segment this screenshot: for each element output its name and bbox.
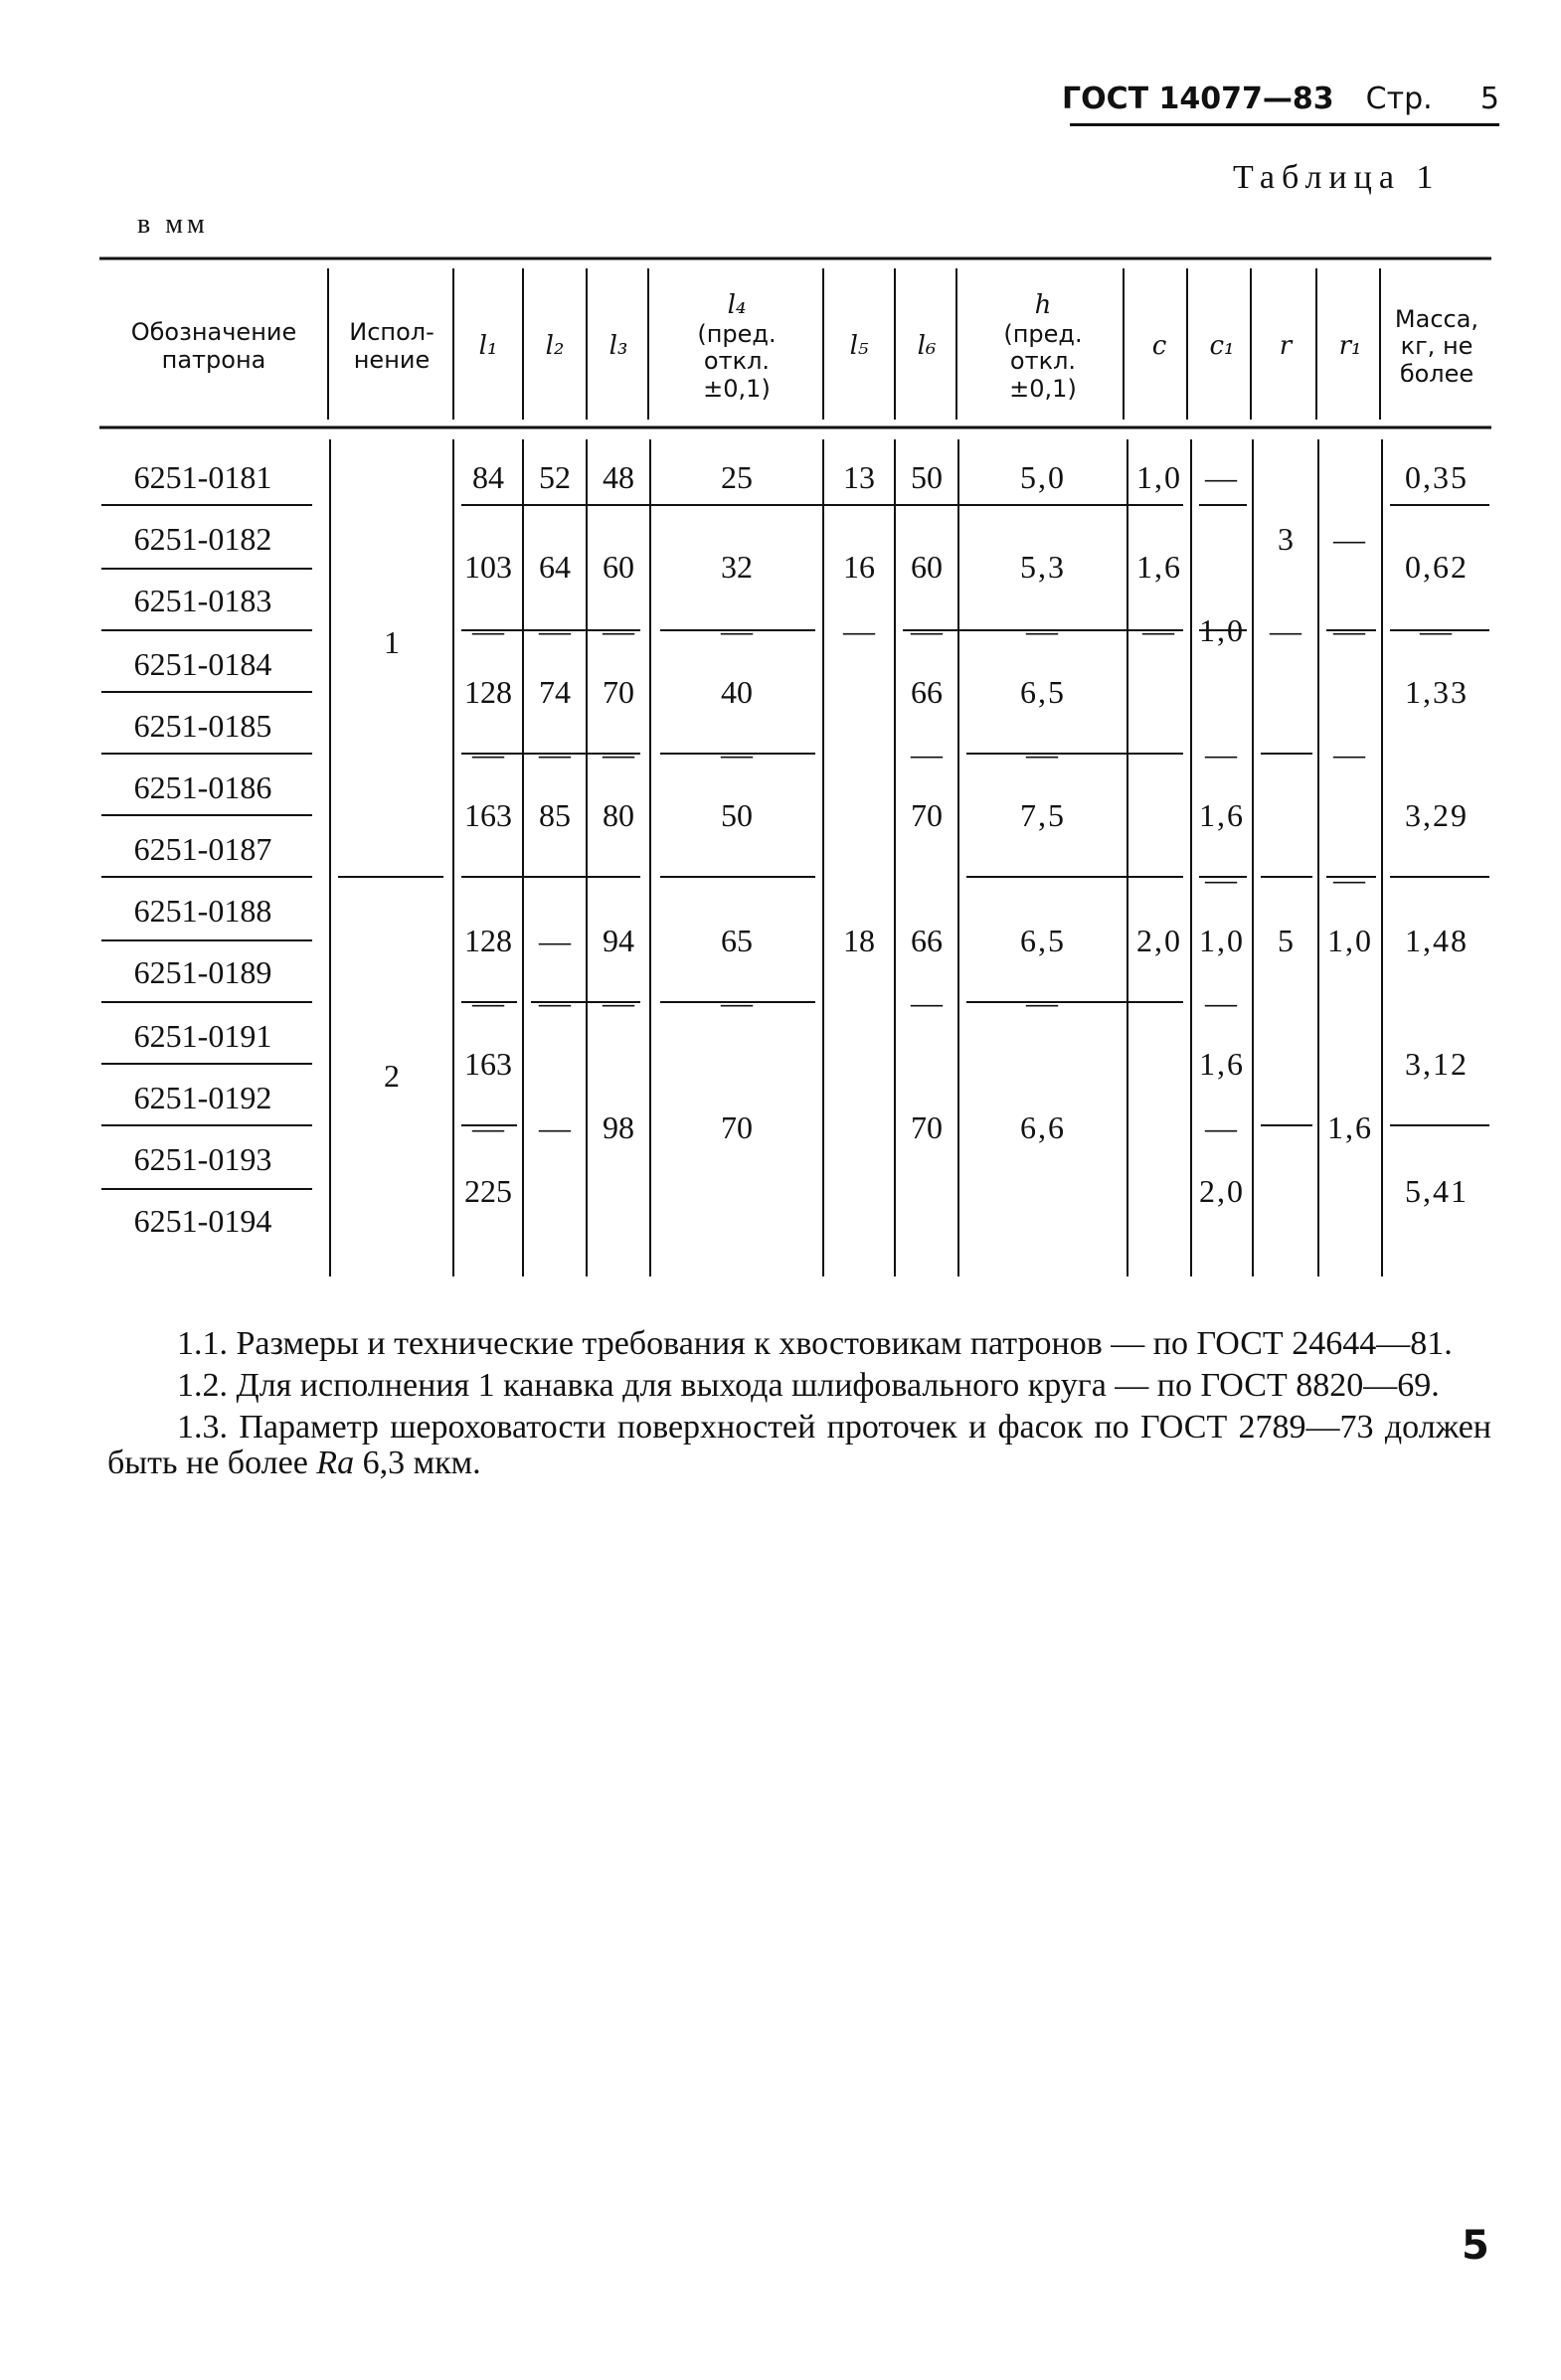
h-cell: 6,6 <box>1020 1109 1066 1145</box>
c1-cell: — <box>1205 861 1239 897</box>
l1-cell: — <box>472 736 504 771</box>
body-text <box>107 1326 1491 1487</box>
l4-cell: 32 <box>721 549 753 585</box>
col-header-l6 <box>895 274 958 420</box>
r1-cell: — <box>1333 521 1367 557</box>
mass-cell: 0,62 <box>1405 549 1469 585</box>
col-header-l2 <box>523 274 587 420</box>
paragraph-1-3-tail: 6,3 мкм. <box>354 1445 481 1481</box>
r1-cell: — <box>1333 736 1367 771</box>
h-cell: — <box>1026 612 1060 648</box>
mass-cell: 3,29 <box>1405 797 1469 833</box>
designation-cell: 6251-0187 <box>133 831 272 867</box>
l2-cell: — <box>539 984 571 1020</box>
h-cell: 5,3 <box>1020 549 1066 585</box>
l4-cell: 25 <box>721 459 753 495</box>
col-header-c1 <box>1191 274 1253 420</box>
col-header-c-text: c <box>1151 331 1167 362</box>
r1-cell: — <box>1333 861 1367 897</box>
designation-cell: 6251-0193 <box>133 1141 272 1177</box>
designation-cell: 6251-0184 <box>133 646 272 682</box>
roughness-symbol: Ra <box>316 1445 355 1481</box>
execution-1-cell: 1 <box>384 624 400 660</box>
designation-cell: 6251-0192 <box>133 1080 272 1115</box>
l3-cell: 48 <box>603 459 634 495</box>
h-cell: 6,5 <box>1020 923 1066 958</box>
page-number: 5 <box>1462 2223 1489 2269</box>
mass-cell: 0,35 <box>1405 459 1469 495</box>
l3-cell: 80 <box>603 797 634 833</box>
specification-table <box>99 255 1491 1278</box>
r1-cell: — <box>1333 612 1367 648</box>
designation-cell: 6251-0188 <box>133 893 272 929</box>
l1-cell: 163 <box>464 797 512 833</box>
header-page-number: 5 <box>1479 81 1499 116</box>
l3-cell: — <box>603 736 634 771</box>
designation-cell: 6251-0186 <box>133 769 272 805</box>
paragraph-1-3 <box>107 1410 1491 1481</box>
paragraph-1-3-text: 1.3. Параметр шероховатости поверхностей проточек и фасок по ГОСТ 2789—73 должен быть не более <box>107 1409 1491 1481</box>
designation-cell: 6251-0181 <box>133 459 272 495</box>
c1-cell: — <box>1205 459 1239 495</box>
c1-cell: — <box>1205 736 1239 771</box>
l1-cell: — <box>472 1109 504 1145</box>
designation-cell: 6251-0183 <box>133 583 272 618</box>
c1-cell: 1,6 <box>1199 1046 1245 1082</box>
l1-cell: 163 <box>464 1046 512 1082</box>
l4-cell: 50 <box>721 797 753 833</box>
execution-2-cell: 2 <box>384 1058 400 1094</box>
l1-cell: 84 <box>472 459 504 495</box>
l1-cell: 103 <box>464 549 512 585</box>
c1-cell: 1,0 <box>1199 612 1245 648</box>
l5-cell: — <box>843 612 875 648</box>
designation-cell: 6251-0191 <box>133 1018 272 1054</box>
paragraph-1-2: 1.2. Для исполнения 1 канавка для выхода шлифовального круга — по ГОСТ 8820—69. <box>177 1367 1440 1404</box>
l6-cell: 70 <box>911 1109 943 1145</box>
l2-cell: — <box>539 736 571 771</box>
l1-cell: 128 <box>464 923 512 958</box>
l5-cell: 13 <box>843 459 875 495</box>
col-header-designation <box>105 274 322 420</box>
l4-cell: 40 <box>721 674 753 710</box>
col-header-mass <box>1382 274 1491 420</box>
l3-cell: 98 <box>603 1109 634 1145</box>
r-cell: — <box>1270 612 1301 648</box>
h-cell: 5,0 <box>1020 459 1066 495</box>
l6-cell: 50 <box>911 459 943 495</box>
units-label: в мм <box>137 209 209 240</box>
col-header-l3-text: l₃ <box>608 331 628 362</box>
l4-cell: — <box>721 984 753 1020</box>
c1-cell: 1,6 <box>1199 797 1245 833</box>
l2-cell: — <box>539 612 571 648</box>
mass-cell: 3,12 <box>1405 1046 1469 1082</box>
c-cell: — <box>1142 612 1176 648</box>
col-header-r1 <box>1318 274 1382 420</box>
running-head <box>1062 70 1499 127</box>
l3-cell: 94 <box>603 923 634 958</box>
l6-cell: — <box>911 736 943 771</box>
l1-cell: 225 <box>464 1173 512 1209</box>
paragraph-1-1: 1.1. Размеры и технические требования к хвостовикам патронов — по ГОСТ 24644—81. <box>177 1325 1453 1362</box>
col-header-l5 <box>823 274 895 420</box>
l2-cell: — <box>539 923 571 958</box>
col-header-l1-text: l₁ <box>478 331 498 362</box>
col-header-l1 <box>453 274 523 420</box>
l6-cell: — <box>911 612 943 648</box>
h-cell: 6,5 <box>1020 674 1066 710</box>
l2-cell: — <box>539 1109 571 1145</box>
col-header-l2-text: l₂ <box>545 331 565 362</box>
l3-cell: — <box>603 612 634 648</box>
l2-cell: 74 <box>539 674 571 710</box>
page-label: Стр. <box>1365 81 1433 116</box>
l2-cell: 52 <box>539 459 571 495</box>
col-header-designation-text: Обозначение патрона <box>130 318 297 374</box>
r-cell: 3 <box>1278 521 1294 557</box>
c-cell: 2,0 <box>1136 923 1182 958</box>
c1-cell: 1,0 <box>1199 923 1245 958</box>
col-header-r <box>1253 274 1318 420</box>
col-header-l6-text: l₆ <box>917 331 937 362</box>
l2-cell: 85 <box>539 797 571 833</box>
l6-cell: 66 <box>911 674 943 710</box>
l1-cell: 128 <box>464 674 512 710</box>
col-header-l5-text: l₅ <box>849 331 869 362</box>
mass-cell: — <box>1420 612 1454 648</box>
l5-cell: 16 <box>843 549 875 585</box>
l3-cell: 70 <box>603 674 634 710</box>
h-cell: — <box>1026 736 1060 771</box>
designation-cell: 6251-0194 <box>133 1203 272 1239</box>
designation-cell: 6251-0185 <box>133 708 272 744</box>
r1-cell: 1,6 <box>1327 1109 1373 1145</box>
l3-cell: — <box>603 984 634 1020</box>
h-cell: 7,5 <box>1020 797 1066 833</box>
l4-cell: — <box>721 612 753 648</box>
r-cell: 5 <box>1278 923 1294 958</box>
l5-cell: 18 <box>843 923 875 958</box>
col-header-l4-note: (пред. откл. ±0,1) <box>697 319 777 403</box>
mass-cell: 1,33 <box>1405 674 1469 710</box>
col-header-c <box>1127 274 1191 420</box>
col-header-h <box>958 274 1127 420</box>
l2-cell: 64 <box>539 549 571 585</box>
h-cell: — <box>1026 984 1060 1020</box>
l4-cell: — <box>721 736 753 771</box>
c1-cell: — <box>1205 984 1239 1020</box>
c-cell: 1,0 <box>1136 459 1182 495</box>
col-header-execution-text: Испол- нение <box>349 318 434 374</box>
col-header-execution <box>330 274 453 420</box>
l6-cell: 60 <box>911 549 943 585</box>
c-cell: 1,6 <box>1136 549 1182 585</box>
standard-number: ГОСТ 14077—83 <box>1062 81 1334 116</box>
l3-cell: 60 <box>603 549 634 585</box>
col-header-h-note: (пред. откл. ±0,1) <box>1003 319 1083 403</box>
col-header-c1-text: c₁ <box>1209 331 1235 362</box>
col-header-mass-text: Масса, кг, не более <box>1394 304 1479 388</box>
r1-cell: 1,0 <box>1327 923 1373 958</box>
mass-cell: 5,41 <box>1405 1173 1469 1209</box>
designation-cell: 6251-0189 <box>133 954 272 990</box>
col-header-r-text: r <box>1279 331 1293 362</box>
l6-cell: 70 <box>911 797 943 833</box>
header-rule <box>1070 123 1499 126</box>
designation-cell: 6251-0182 <box>133 521 272 557</box>
mass-cell: 1,48 <box>1405 923 1469 958</box>
l4-cell: 65 <box>721 923 753 958</box>
col-header-l3 <box>587 274 650 420</box>
col-header-l4-text: l₄ <box>727 289 747 320</box>
c1-cell: — <box>1205 1109 1239 1145</box>
l6-cell: — <box>911 984 943 1020</box>
l1-cell: — <box>472 612 504 648</box>
c1-cell: 2,0 <box>1199 1173 1245 1209</box>
table-caption: Таблица 1 <box>1233 159 1441 196</box>
col-header-r1-text: r₁ <box>1338 331 1362 362</box>
l6-cell: 66 <box>911 923 943 958</box>
l4-cell: 70 <box>721 1109 753 1145</box>
l1-cell: — <box>472 984 504 1020</box>
col-header-h-text: h <box>1034 289 1052 320</box>
col-header-l4 <box>650 274 823 420</box>
